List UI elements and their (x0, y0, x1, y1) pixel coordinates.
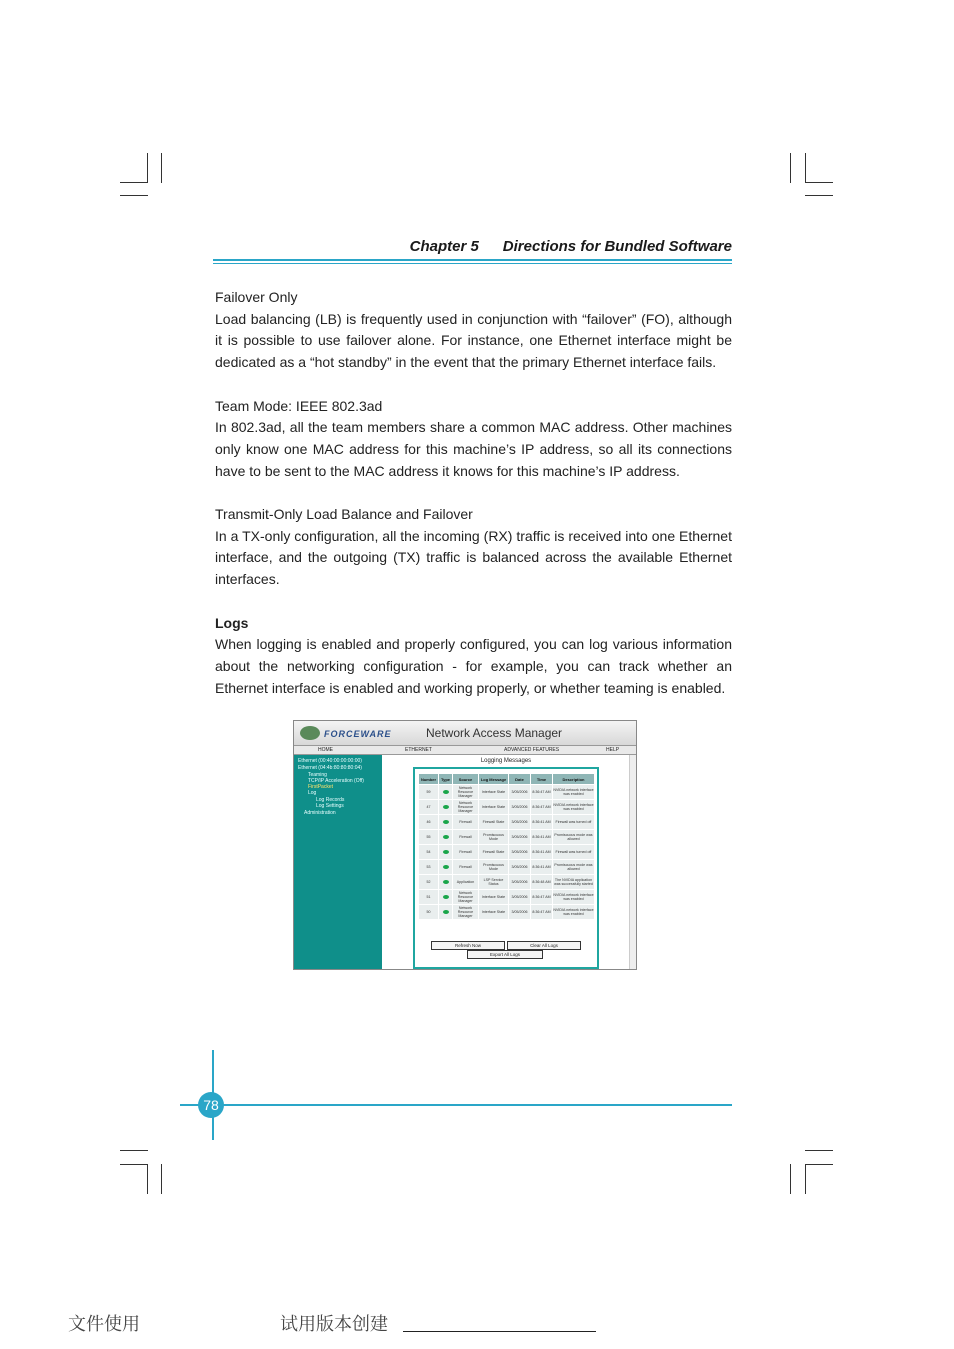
log-table (418, 773, 595, 920)
log-cell: 8:36:41 AM (531, 830, 553, 845)
log-row[interactable] (419, 830, 595, 845)
crop-mark (120, 1150, 148, 1151)
message-bubble-icon (443, 805, 449, 809)
app-title: Network Access Manager (426, 726, 563, 740)
message-bubble-icon (443, 790, 449, 794)
watermark-right: 试用版本创建 (280, 1314, 388, 1335)
log-cell: Promiscuous mode was allowed (553, 830, 595, 845)
app-banner (294, 721, 636, 745)
tree-item[interactable]: Log Settings (316, 803, 344, 809)
column-header[interactable]: Log Message (479, 774, 509, 785)
log-cell: 51 (419, 890, 439, 905)
log-cell: 53 (419, 860, 439, 875)
log-cell: Network Resource Manager (453, 785, 479, 800)
tree-item[interactable]: Ethernet (00:40:00:00:00:00) (298, 758, 362, 764)
log-cell: Firewall (453, 815, 479, 830)
log-cell: Firewall State (479, 815, 509, 830)
log-cell: 3/05/2006 (509, 860, 531, 875)
crop-mark (147, 1164, 148, 1194)
log-cell: 52 (419, 875, 439, 890)
crop-mark (805, 153, 806, 183)
log-cell: Interface State (479, 890, 509, 905)
log-cell: Interface State (479, 800, 509, 815)
tree-item[interactable]: Administration (304, 810, 336, 816)
log-row[interactable] (419, 890, 595, 905)
crop-mark (805, 1164, 833, 1165)
clear-all-logs-button[interactable]: Clear All Logs (507, 941, 581, 950)
log-type-cell (439, 890, 453, 905)
nav-ethernet[interactable]: ETHERNET (405, 747, 432, 753)
log-row[interactable] (419, 800, 595, 815)
page-number: 78 (198, 1092, 224, 1118)
chapter-title: Directions for Bundled Software (502, 238, 732, 255)
log-row[interactable] (419, 785, 595, 800)
column-header[interactable]: Number (419, 774, 439, 785)
log-cell: 3/05/2006 (509, 830, 531, 845)
log-cell: 50 (419, 905, 439, 920)
log-cell: 54 (419, 845, 439, 860)
log-cell: NVIDIA network interface was enabled (553, 890, 595, 905)
log-cell: Network Resource Manager (453, 890, 479, 905)
refresh-now-button[interactable]: Refresh Now (431, 941, 505, 950)
log-cell: NVIDIA network interface was enabled (553, 905, 595, 920)
log-cell: Firewall (453, 845, 479, 860)
column-header[interactable]: Time (531, 774, 553, 785)
log-cell: Promiscuous Mode (479, 860, 509, 875)
tree-item[interactable]: FirstPacket (308, 784, 334, 790)
watermark-left: 文件使用 (68, 1314, 140, 1335)
log-cell: 8:36:47 AM (531, 800, 553, 815)
crop-mark (120, 182, 148, 183)
section-heading: Logs (215, 614, 249, 631)
log-cell: 3/05/2006 (509, 845, 531, 860)
log-row[interactable] (419, 860, 595, 875)
log-cell: 3/05/2006 (509, 815, 531, 830)
log-cell: NVIDIA network interface was enabled (553, 785, 595, 800)
log-cell: 47 (419, 800, 439, 815)
section-paragraph: In a TX-only configuration, all the incoming (RX) traffic is received into one Ethernet interface, and the outgoing (TX) traffic is balanced across the available Ethernet interfaces. (215, 527, 732, 588)
log-table-header (419, 774, 595, 785)
crop-mark (805, 1164, 806, 1194)
log-cell: 3/05/2006 (509, 890, 531, 905)
message-bubble-icon (443, 910, 449, 914)
log-type-cell (439, 800, 453, 815)
nav-home[interactable]: HOME (318, 747, 333, 753)
log-cell: 8:36:41 AM (531, 860, 553, 875)
column-header[interactable]: Date (509, 774, 531, 785)
log-cell: 3/05/2006 (509, 905, 531, 920)
log-table-body (419, 785, 595, 920)
crop-mark (805, 182, 833, 183)
crop-mark (805, 195, 833, 196)
log-cell: 8:36:41 AM (531, 845, 553, 860)
message-bubble-icon (443, 895, 449, 899)
log-cell: The NVIDIA application was successfully started (553, 875, 595, 890)
log-cell: Interface State (479, 785, 509, 800)
section-paragraph: In 802.3ad, all the team members share a common MAC address. Other machines only know one MAC address for this machine’s IP address, so all its connections have to be sent to the MAC address it knows for this machine’s IP address. (215, 419, 732, 479)
column-header[interactable]: Source (453, 774, 479, 785)
log-type-cell (439, 875, 453, 890)
message-bubble-icon (443, 835, 449, 839)
message-bubble-icon (443, 850, 449, 854)
app-sidebar-tree (294, 755, 382, 969)
log-cell: 55 (419, 830, 439, 845)
log-row[interactable] (419, 905, 595, 920)
log-cell: Promiscuous mode was allowed (553, 860, 595, 875)
log-cell: LSP Service Status (479, 875, 509, 890)
log-type-cell (439, 905, 453, 920)
log-type-cell (439, 785, 453, 800)
section-heading: Failover Only (215, 289, 298, 305)
log-cell: Network Resource Manager (453, 905, 479, 920)
crop-mark (120, 1164, 148, 1165)
crop-mark (161, 1164, 162, 1194)
body-text (215, 287, 732, 699)
log-type-cell (439, 845, 453, 860)
log-cell: Promiscuous Mode (479, 830, 509, 845)
log-cell: Firewall (453, 830, 479, 845)
log-panel-title: Logging Messages (480, 758, 532, 764)
crop-mark (120, 195, 148, 196)
log-cell: 8:36:47 AM (531, 785, 553, 800)
tree-item[interactable]: Log Records (316, 797, 345, 803)
log-cell: Firewall was turned off (553, 815, 595, 830)
tree-item[interactable]: TCP/IP Acceleration (Off) (308, 778, 364, 784)
log-cell: 8:36:48 AM (531, 875, 553, 890)
log-frame (413, 758, 599, 969)
log-cell: Network Resource Manager (453, 800, 479, 815)
log-cell: 59 (419, 785, 439, 800)
app-nav (294, 745, 636, 755)
log-row[interactable] (419, 875, 595, 890)
log-type-cell (439, 860, 453, 875)
message-bubble-icon (443, 820, 449, 824)
section-heading: Transmit-Only Load Balance and Failover (215, 506, 473, 522)
tree-item[interactable]: Teaming (308, 772, 327, 778)
app-main-panel (382, 755, 636, 969)
log-cell: Firewall State (479, 845, 509, 860)
header-rule (213, 263, 732, 264)
embedded-screenshot (293, 720, 637, 970)
watermark-underline (403, 1331, 596, 1332)
brand-name: FORCEWARE (324, 729, 392, 739)
section-paragraph: When logging is enabled and properly configured, you can log various information about the networking configuration - for example, you can track whether an Ethernet interface is enabled and working properly, or whether teaming is enabled. (215, 636, 732, 696)
nvidia-logo-icon (300, 726, 320, 740)
log-cell: Interface State (479, 905, 509, 920)
log-cell: Application (453, 875, 479, 890)
log-cell: 3/05/2006 (509, 875, 531, 890)
scrollbar[interactable] (629, 755, 636, 969)
crop-mark (790, 153, 791, 183)
running-header (213, 238, 732, 255)
log-row[interactable] (419, 845, 595, 860)
column-header[interactable]: Description (553, 774, 595, 785)
log-type-cell (439, 815, 453, 830)
log-cell: 3/05/2006 (509, 800, 531, 815)
column-header[interactable]: Type (439, 774, 453, 785)
log-row[interactable] (419, 815, 595, 830)
log-cell: NVIDIA network interface was enabled (553, 800, 595, 815)
log-cell: Firewall (453, 860, 479, 875)
section-paragraph: Load balancing (LB) is frequently used in conjunction with “failover” (FO), although it is possible to use failover alone. For instance, one Ethernet interface might be dedicated as a “hot standby” in the event that the primary Ethernet interface fails. (215, 310, 732, 371)
crop-mark (147, 153, 148, 183)
tree-item[interactable]: Ethernet (04:4b:80:80:80:04) (298, 765, 362, 771)
tree-item[interactable]: Log (308, 790, 317, 796)
footer-horizontal-rule (180, 1104, 732, 1106)
log-cell: 8:36:47 AM (531, 890, 553, 905)
export-all-logs-button[interactable]: Export All Logs (467, 950, 543, 959)
crop-mark (790, 1164, 791, 1194)
log-cell: 8:36:41 AM (531, 815, 553, 830)
log-cell: Firewall was turned off (553, 845, 595, 860)
crop-mark (805, 1150, 833, 1151)
log-type-cell (439, 830, 453, 845)
nav-help[interactable]: HELP (606, 747, 620, 753)
log-cell: 46 (419, 815, 439, 830)
log-cell: 8:36:47 AM (531, 905, 553, 920)
log-cell: 3/05/2006 (509, 785, 531, 800)
header-rule (213, 259, 732, 261)
nav-advanced[interactable]: ADVANCED FEATURES (504, 747, 560, 753)
message-bubble-icon (443, 880, 449, 884)
section-heading: Team Mode: IEEE 802.3ad (215, 397, 383, 414)
crop-mark (161, 153, 162, 183)
message-bubble-icon (443, 865, 449, 869)
chapter-label: Chapter 5 (409, 238, 479, 255)
